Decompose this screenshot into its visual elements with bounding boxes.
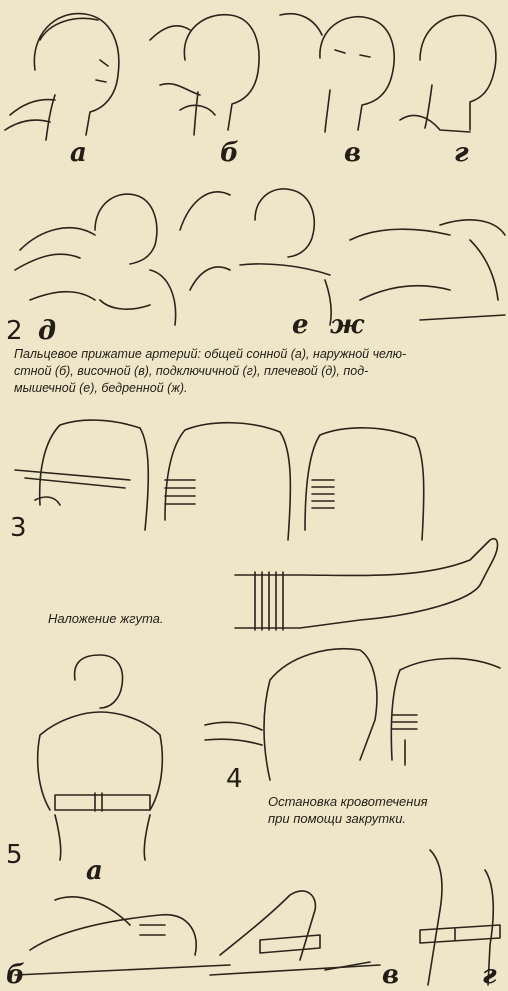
armpit-press-sketch [180, 189, 331, 325]
figure3-caption: Наложение жгута. [48, 611, 164, 626]
thigh-press-sketch [350, 220, 505, 320]
figure4-caption [268, 793, 428, 827]
figure2-label-zh: ж [330, 310, 364, 340]
figure1-label-v: в [344, 138, 362, 168]
tourniquet-sketch-3 [305, 428, 424, 540]
twist-tourniquet-sketch-2 [391, 658, 500, 765]
figure1-label-g: г [454, 138, 469, 168]
figure4-caption-line: Остановка кровотечения [268, 794, 428, 809]
tourniquet-sketch-2 [165, 423, 290, 540]
twist-tourniquet-sketch-1 [205, 649, 377, 780]
back-belt-sketch [38, 655, 163, 860]
figure3-number: 3 [10, 513, 27, 543]
arm-press-sketch [15, 194, 176, 325]
head-sketch-a [5, 14, 119, 140]
figure2-caption-line: стной (б), височной (в), подключичной (г), плечевой (д), под- [14, 364, 369, 378]
leg-fixation-sketch-c [210, 891, 380, 975]
head-sketch-c [280, 14, 394, 132]
figure5-label-v: в [382, 960, 400, 990]
figure2-caption-line: Пальцевое прижатие артерий: общей сонной (а), наружной челю- [14, 347, 407, 361]
leg-fixation-sketch-b [15, 897, 230, 975]
head-sketch-d [400, 15, 496, 132]
figure2-number: 2 [6, 316, 23, 346]
figure2-label-d: д [38, 316, 57, 346]
head-sketch-b [150, 15, 259, 135]
figure5-label-a: а [86, 856, 103, 886]
figure5-label-b: б [6, 960, 25, 990]
tourniquet-sketch-1 [15, 420, 148, 530]
figure2-label-e: е [292, 310, 309, 340]
figure2-caption [14, 346, 504, 397]
figure2-caption-line: мышечной (е), бедренной (ж). [14, 381, 188, 395]
leg-tourniquet-sketch [235, 539, 497, 630]
figure1-label-b: б [220, 138, 239, 168]
figure5-number: 5 [6, 840, 23, 870]
figure5-label-g: г [482, 960, 497, 990]
figure4-number: 4 [226, 764, 243, 794]
figure1-label-a: а [70, 138, 87, 168]
figure4-caption-line: при помощи закрутки. [268, 811, 407, 826]
